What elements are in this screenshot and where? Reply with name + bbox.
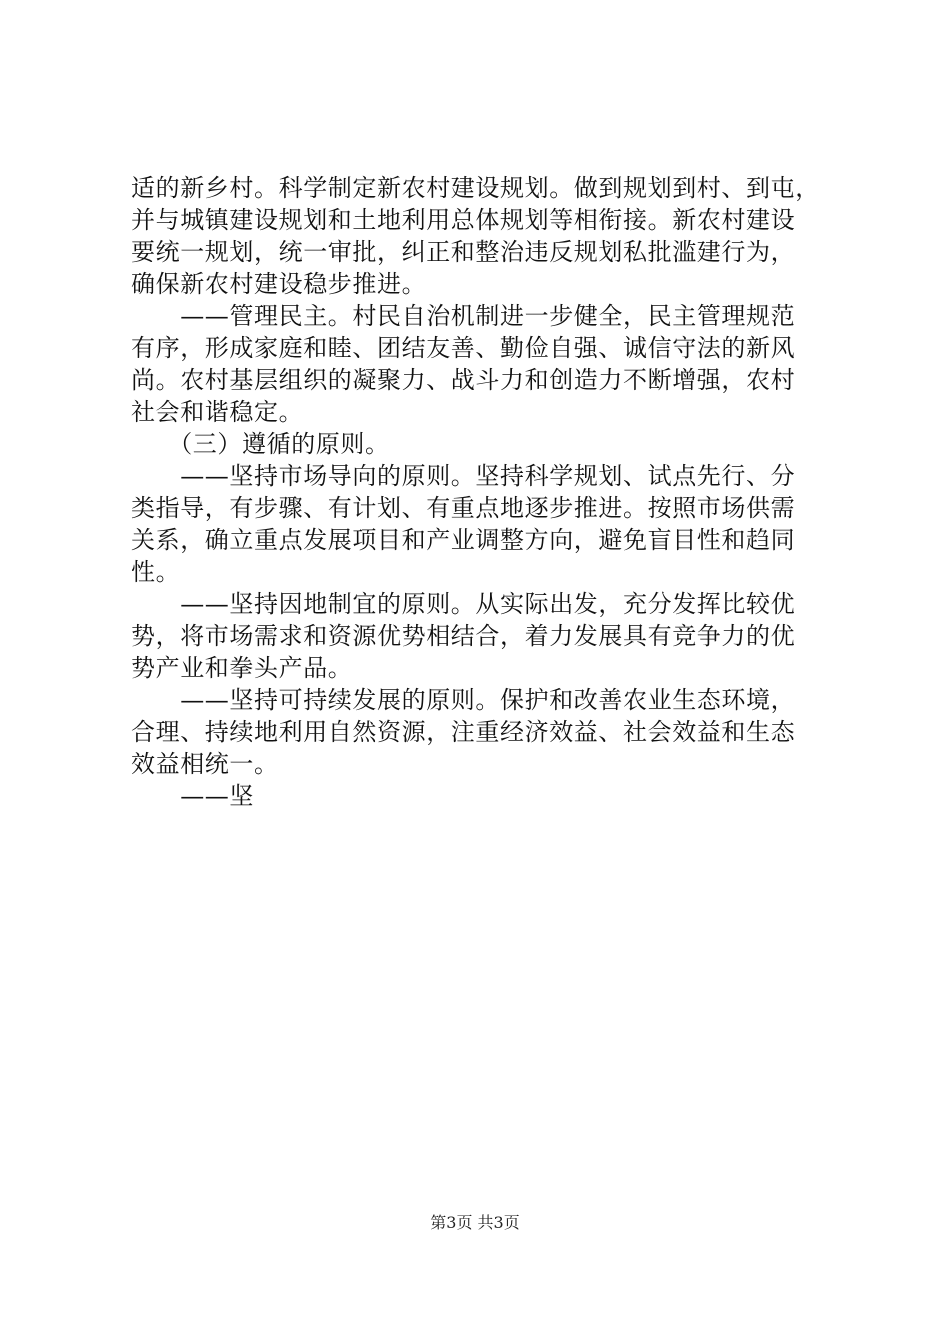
text-line: 效益相统一。	[131, 750, 279, 778]
text-line: 社会和谐稳定。	[131, 398, 304, 426]
text-line: ——管理民主。村民自治机制进一步健全，民主管理规范	[131, 302, 796, 330]
text-line: ——坚	[131, 782, 254, 810]
text-line: 类指导，有步骤、有计划、有重点地逐步推进。按照市场供需	[131, 494, 796, 522]
document-body	[131, 172, 831, 812]
text-line: ——坚持可持续发展的原则。保护和改善农业生态环境，	[131, 686, 796, 714]
text-line: 尚。农村基层组织的凝聚力、战斗力和创造力不断增强，农村	[131, 366, 796, 394]
section-heading: （三）遵循的原则。	[131, 430, 390, 458]
text-line: 并与城镇建设规划和土地利用总体规划等相衔接。新农村建设	[131, 206, 796, 234]
text-line: 确保新农村建设稳步推进。	[131, 270, 427, 298]
page-footer	[0, 1212, 950, 1234]
text-line: 合理、持续地利用自然资源，注重经济效益、社会效益和生态	[131, 718, 796, 746]
text-line: ——坚持市场导向的原则。坚持科学规划、试点先行、分	[131, 462, 796, 490]
page-number-label: 第3页 共3页	[430, 1213, 520, 1232]
text-line: 势产业和拳头产品。	[131, 654, 353, 682]
text-line: ——坚持因地制宜的原则。从实际出发，充分发挥比较优	[131, 590, 796, 618]
text-line: 要统一规划，统一审批，纠正和整治违反规划私批滥建行为，	[131, 238, 796, 266]
text-line: 势，将市场需求和资源优势相结合，着力发展具有竞争力的优	[131, 622, 796, 650]
text-line: 有序，形成家庭和睦、团结友善、勤俭自强、诚信守法的新风	[131, 334, 796, 362]
text-line: 适的新乡村。科学制定新农村建设规划。做到规划到村、到屯，	[131, 174, 820, 202]
text-line: 关系，确立重点发展项目和产业调整方向，避免盲目性和趋同	[131, 526, 796, 554]
text-line: 性。	[131, 558, 181, 586]
